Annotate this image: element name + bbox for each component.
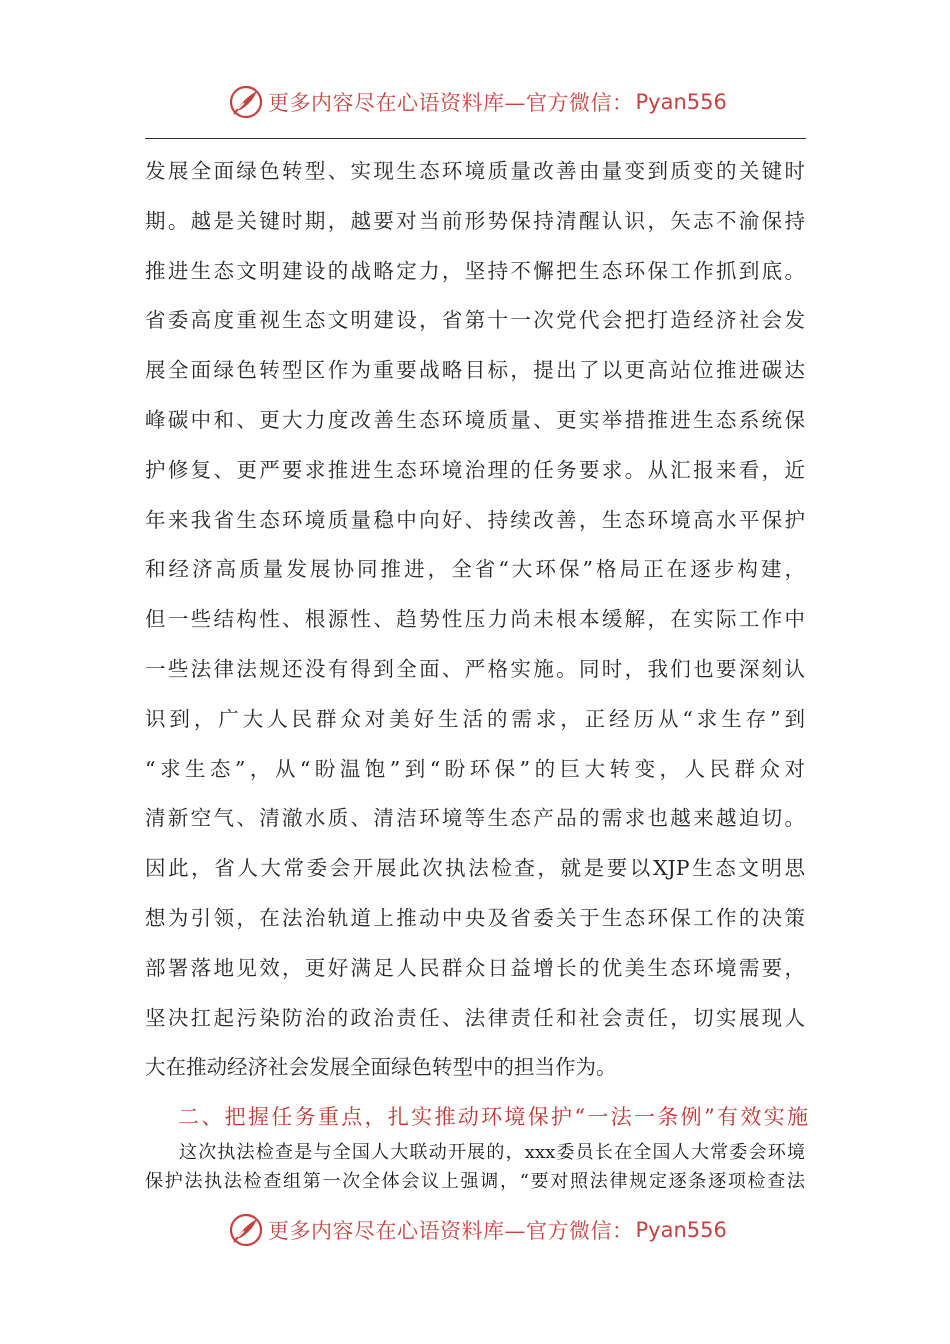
header-banner-content <box>228 80 727 124</box>
body-line: 坚决扛起污染防治的政治责任、法律责任和社会责任，切实展现人 <box>145 1005 805 1030</box>
body-line: 和经济高质量发展协同推进，全省“大环保”格局正在逐步构建， <box>145 557 805 582</box>
body-line: 期。越是关键时期，越要对当前形势保持清醒认识，矢志不渝保持 <box>145 208 805 233</box>
body-line: 识到，广大人民群众对美好生活的需求，正经历从“求生存”到 <box>145 706 805 731</box>
body-text <box>145 147 805 1093</box>
body-line: 护修复、更严要求推进生态环境治理的任务要求。从汇报来看，近 <box>145 457 805 482</box>
body-line: 因此，省人大常委会开展此次执法检查，就是要以XJP生态文明思 <box>145 856 805 881</box>
body-line: 发展全面绿色转型、实现生态环境质量改善由量变到质变的关键时 <box>145 159 805 183</box>
footer-banner-wechat-id: Pyan556 <box>635 1218 727 1242</box>
body-line: 一些法律法规还没有得到全面、严格实施。同时，我们也要深刻认 <box>145 656 805 681</box>
tail-line: 保护法执法检查组第一次全体会议上强调，“要对照法律规定逐条逐项检查法 <box>145 1171 805 1192</box>
body-line: 省委高度重视生态文明建设，省第十一次党代会把打造经济社会发 <box>145 308 805 333</box>
body-line: 清新空气、清澈水质、清洁环境等生态产品的需求也越来越迫切。 <box>145 806 805 831</box>
section-heading: 二、把握任务重点，扎实推动环境保护“一法一条例”有效实施 <box>178 1105 808 1129</box>
body-line: 想为引领，在法治轨道上推动中央及省委关于生态环保工作的决策 <box>145 905 805 930</box>
footer-banner-text: 更多内容尽在心语资料库—官方微信： <box>268 1219 634 1243</box>
body-line-last: 大在推动经济社会发展全面绿色转型中的担当作为。 <box>145 1055 617 1080</box>
body-line: 展全面绿色转型区作为重要战略目标，提出了以更高站位推进碳达 <box>145 358 805 383</box>
tail-line: 这次执法检查是与全国人大联动开展的，xxx委员长在全国人大常委会环境 <box>179 1142 805 1163</box>
body-line: 但一些结构性、根源性、趋势性压力尚未根本缓解，在实际工作中 <box>145 607 805 632</box>
header-divider <box>145 138 806 139</box>
body-line: 年来我省生态环境质量稳中向好、持续改善，生态环境高水平保护 <box>145 507 805 532</box>
quill-pen-logo-icon <box>228 84 264 120</box>
quill-pen-logo-icon <box>228 1212 264 1248</box>
header-banner-wechat-id: Pyan556 <box>635 90 727 114</box>
header-banner-text: 更多内容尽在心语资料库—官方微信： <box>268 91 634 115</box>
footer-banner <box>0 1208 950 1252</box>
body-line: 峰碳中和、更大力度改善生态环境质量、更实举措推进生态系统保 <box>145 407 805 432</box>
footer-banner-content <box>228 1208 727 1252</box>
header-banner <box>0 80 950 124</box>
tail-paragraph <box>145 1138 805 1196</box>
body-line: 推进生态文明建设的战略定力，坚持不懈把生态环保工作抓到底。 <box>145 258 805 283</box>
body-line: “求生态”，从“盼温饱”到“盼环保”的巨大转变，人民群众对 <box>145 756 805 781</box>
body-line: 部署落地见效，更好满足人民群众日益增长的优美生态环境需要， <box>145 955 805 980</box>
